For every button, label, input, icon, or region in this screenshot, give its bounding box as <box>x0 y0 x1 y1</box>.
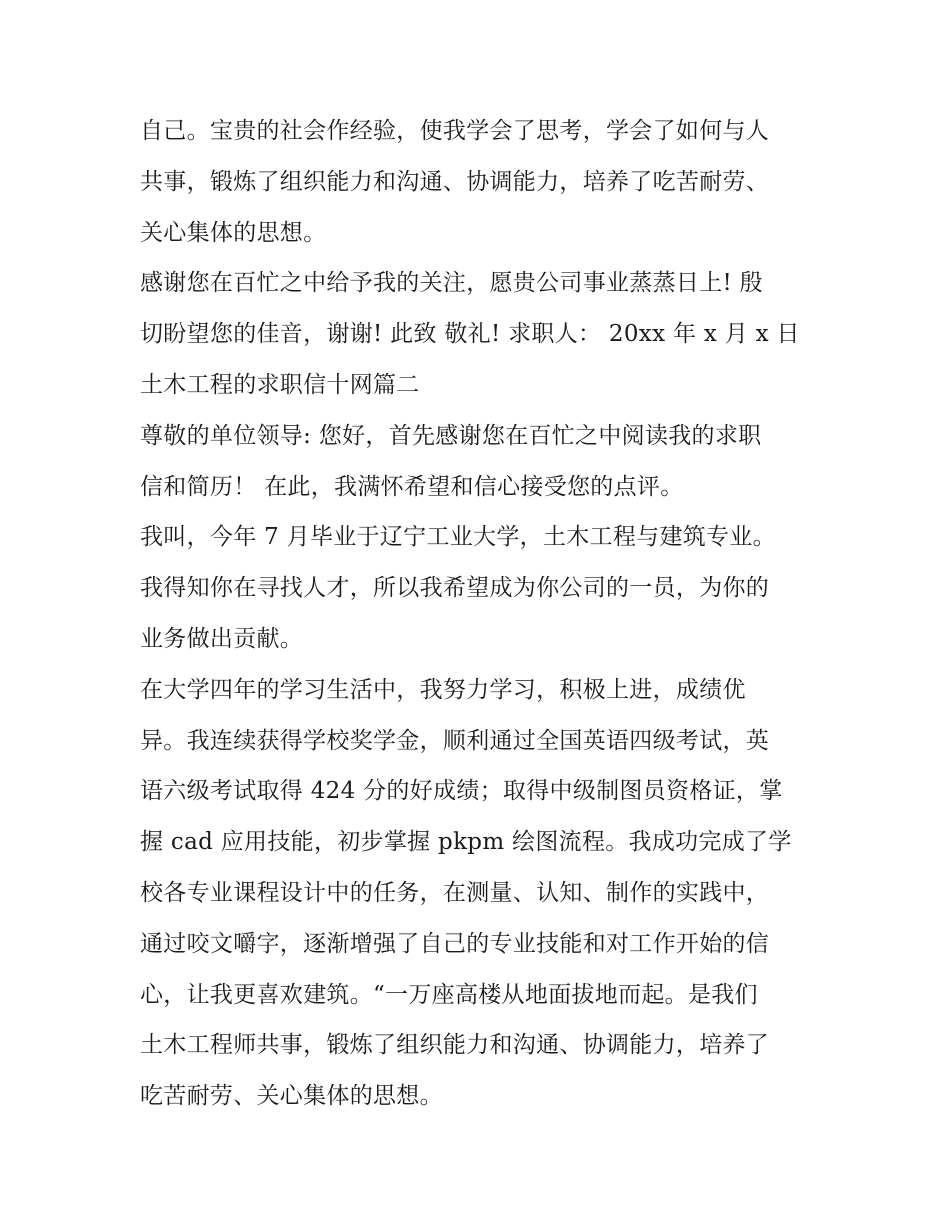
text-line-12: 在大学四年的学习生活中，我努力学习，积极上进，成绩优 <box>140 676 746 703</box>
text-line-2: 共事，锻炼了组织能力和沟通、协调能力，培养了吃苦耐劳、 <box>140 168 770 195</box>
text-line-14: 语六级考试取得 424 分的好成绩；取得中级制图员资格证，掌 <box>140 778 783 805</box>
text-line-18: 心，让我更喜欢建筑。“一万座高楼从地面拔地而起。是我们 <box>140 981 758 1008</box>
section-heading: 土木工程的求职信十网篇二 <box>140 371 420 398</box>
text-line-16: 校各专业课程设计中的任务，在测量、认知、制作的实践中， <box>140 879 770 906</box>
text-line-4: 感谢您在百忙之中给予我的关注，愿贵公司事业蒸蒸日上! 殷 <box>140 270 763 297</box>
text-line-13: 异。我连续获得学校奖学金，顺利通过全国英语四级考试，英 <box>140 727 770 754</box>
document-body <box>140 106 820 1122</box>
text-line-7: 尊敬的单位领导: 您好，首先感谢您在百忙之中阅读我的求职 <box>140 422 762 449</box>
text-line-8: 信和简历！ 在此，我满怀希望和信心接受您的点评。 <box>140 473 684 500</box>
text-line-9: 我叫，今年 7 月毕业于辽宁工业大学，土木工程与建筑专业。 <box>140 524 776 551</box>
text-line-5: 切盼望您的佳音，谢谢! 此致 敬礼! 求职人： 20xx 年 x 月 x 日 <box>140 321 800 348</box>
text-line-19: 土木工程师共事，锻炼了组织能力和沟通、协调能力，培养了 <box>140 1032 770 1059</box>
text-line-17: 通过咬文嚼字，逐渐增强了自己的专业技能和对工作开始的信 <box>140 930 770 957</box>
text-line-10: 我得知你在寻找人才，所以我希望成为你公司的一员，为你的 <box>140 575 770 602</box>
text-line-1: 自己。宝贵的社会作经验，使我学会了思考，学会了如何与人 <box>140 118 770 144</box>
text-line-15: 握 cad 应用技能，初步掌握 pkpm 绘图流程。我成功完成了学 <box>140 829 792 856</box>
text-line-3: 关心集体的思想。 <box>140 219 327 246</box>
text-line-20: 吃苦耐劳、关心集体的思想。 <box>140 1083 443 1110</box>
text-line-11: 业务做出贡献。 <box>140 625 304 652</box>
